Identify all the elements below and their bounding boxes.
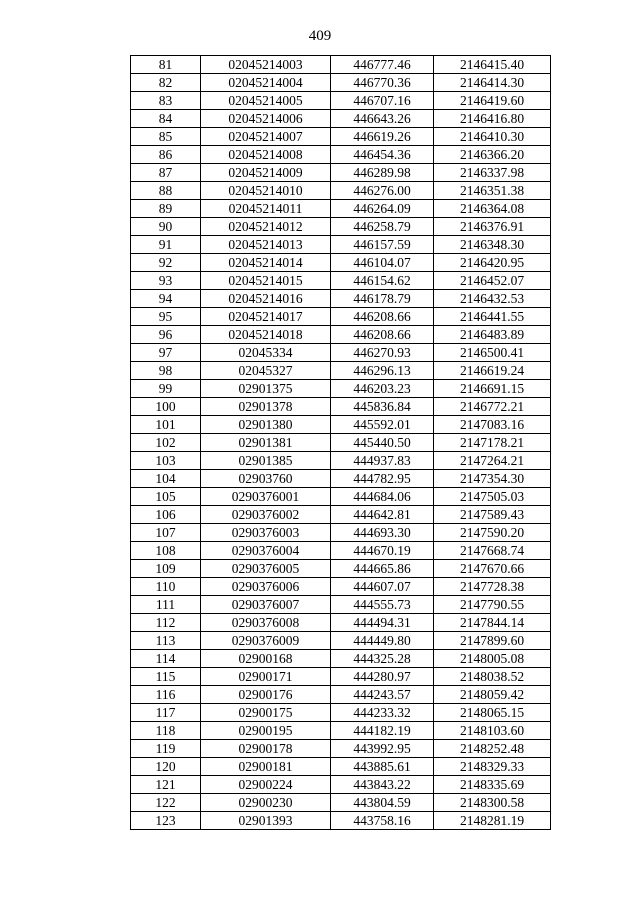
row-number: 91 xyxy=(131,236,201,254)
point-id: 0290376005 xyxy=(201,560,331,578)
table-row xyxy=(131,578,551,596)
table-row xyxy=(131,128,551,146)
x-coordinate: 446777.46 xyxy=(331,56,434,74)
row-number: 100 xyxy=(131,398,201,416)
point-id: 02045214011 xyxy=(201,200,331,218)
table-row xyxy=(131,218,551,236)
table-row xyxy=(131,362,551,380)
row-number: 108 xyxy=(131,542,201,560)
x-coordinate: 446208.66 xyxy=(331,326,434,344)
x-coordinate: 444325.28 xyxy=(331,650,434,668)
point-id: 02903760 xyxy=(201,470,331,488)
point-id: 02045214017 xyxy=(201,308,331,326)
x-coordinate: 444280.97 xyxy=(331,668,434,686)
y-coordinate: 2146348.30 xyxy=(434,236,551,254)
x-coordinate: 444670.19 xyxy=(331,542,434,560)
x-coordinate: 446643.26 xyxy=(331,110,434,128)
y-coordinate: 2147505.03 xyxy=(434,488,551,506)
row-number: 94 xyxy=(131,290,201,308)
point-id: 02901380 xyxy=(201,416,331,434)
x-coordinate: 446296.13 xyxy=(331,362,434,380)
row-number: 96 xyxy=(131,326,201,344)
row-number: 93 xyxy=(131,272,201,290)
row-number: 109 xyxy=(131,560,201,578)
table-row xyxy=(131,524,551,542)
y-coordinate: 2146416.80 xyxy=(434,110,551,128)
row-number: 121 xyxy=(131,776,201,794)
table-row xyxy=(131,794,551,812)
table-row xyxy=(131,146,551,164)
point-id: 0290376007 xyxy=(201,596,331,614)
point-id: 02901381 xyxy=(201,434,331,452)
y-coordinate: 2146337.98 xyxy=(434,164,551,182)
row-number: 104 xyxy=(131,470,201,488)
point-id: 0290376001 xyxy=(201,488,331,506)
point-id: 02901385 xyxy=(201,452,331,470)
table-row xyxy=(131,668,551,686)
x-coordinate: 444449.80 xyxy=(331,632,434,650)
point-id: 02900224 xyxy=(201,776,331,794)
table-row xyxy=(131,740,551,758)
point-id: 02045214018 xyxy=(201,326,331,344)
row-number: 115 xyxy=(131,668,201,686)
page-number: 409 xyxy=(308,28,332,44)
point-id: 02045214003 xyxy=(201,56,331,74)
point-id: 02045214004 xyxy=(201,74,331,92)
y-coordinate: 2147790.55 xyxy=(434,596,551,614)
y-coordinate: 2148005.08 xyxy=(434,650,551,668)
y-coordinate: 2146619.24 xyxy=(434,362,551,380)
y-coordinate: 2146772.21 xyxy=(434,398,551,416)
row-number: 117 xyxy=(131,704,201,722)
y-coordinate: 2146483.89 xyxy=(434,326,551,344)
table-row xyxy=(131,236,551,254)
point-id: 02901378 xyxy=(201,398,331,416)
x-coordinate: 446178.79 xyxy=(331,290,434,308)
x-coordinate: 445836.84 xyxy=(331,398,434,416)
row-number: 98 xyxy=(131,362,201,380)
point-id: 02901393 xyxy=(201,812,331,830)
x-coordinate: 446264.09 xyxy=(331,200,434,218)
row-number: 82 xyxy=(131,74,201,92)
y-coordinate: 2146366.20 xyxy=(434,146,551,164)
x-coordinate: 446770.36 xyxy=(331,74,434,92)
x-coordinate: 446270.93 xyxy=(331,344,434,362)
row-number: 101 xyxy=(131,416,201,434)
x-coordinate: 446157.59 xyxy=(331,236,434,254)
point-id: 02045214009 xyxy=(201,164,331,182)
x-coordinate: 444233.32 xyxy=(331,704,434,722)
x-coordinate: 445592.01 xyxy=(331,416,434,434)
table-row xyxy=(131,272,551,290)
row-number: 105 xyxy=(131,488,201,506)
table-row xyxy=(131,164,551,182)
row-number: 116 xyxy=(131,686,201,704)
x-coordinate: 446154.62 xyxy=(331,272,434,290)
y-coordinate: 2147083.16 xyxy=(434,416,551,434)
row-number: 97 xyxy=(131,344,201,362)
table-row xyxy=(131,758,551,776)
point-id: 02045214016 xyxy=(201,290,331,308)
table-row xyxy=(131,452,551,470)
y-coordinate: 2147590.20 xyxy=(434,524,551,542)
point-id: 02045214007 xyxy=(201,128,331,146)
x-coordinate: 445440.50 xyxy=(331,434,434,452)
point-id: 02900181 xyxy=(201,758,331,776)
row-number: 99 xyxy=(131,380,201,398)
row-number: 87 xyxy=(131,164,201,182)
row-number: 86 xyxy=(131,146,201,164)
point-id: 02045214012 xyxy=(201,218,331,236)
point-id: 02045214014 xyxy=(201,254,331,272)
x-coordinate: 446203.23 xyxy=(331,380,434,398)
row-number: 112 xyxy=(131,614,201,632)
x-coordinate: 443885.61 xyxy=(331,758,434,776)
y-coordinate: 2147844.14 xyxy=(434,614,551,632)
x-coordinate: 444494.31 xyxy=(331,614,434,632)
row-number: 114 xyxy=(131,650,201,668)
row-number: 107 xyxy=(131,524,201,542)
point-id: 02045214005 xyxy=(201,92,331,110)
point-id: 02045214015 xyxy=(201,272,331,290)
y-coordinate: 2148059.42 xyxy=(434,686,551,704)
point-id: 02901375 xyxy=(201,380,331,398)
point-id: 02900176 xyxy=(201,686,331,704)
row-number: 85 xyxy=(131,128,201,146)
row-number: 111 xyxy=(131,596,201,614)
point-id: 0290376002 xyxy=(201,506,331,524)
row-number: 120 xyxy=(131,758,201,776)
point-id: 02900168 xyxy=(201,650,331,668)
x-coordinate: 443843.22 xyxy=(331,776,434,794)
row-number: 81 xyxy=(131,56,201,74)
table-row xyxy=(131,488,551,506)
table-row xyxy=(131,326,551,344)
table-row xyxy=(131,92,551,110)
table-row xyxy=(131,290,551,308)
x-coordinate: 444684.06 xyxy=(331,488,434,506)
table-row xyxy=(131,704,551,722)
y-coordinate: 2147264.21 xyxy=(434,452,551,470)
x-coordinate: 444642.81 xyxy=(331,506,434,524)
table-row xyxy=(131,560,551,578)
y-coordinate: 2147589.43 xyxy=(434,506,551,524)
table-row xyxy=(131,812,551,830)
point-id: 0290376009 xyxy=(201,632,331,650)
table-row xyxy=(131,416,551,434)
x-coordinate: 444607.07 xyxy=(331,578,434,596)
table-row xyxy=(131,470,551,488)
y-coordinate: 2146414.30 xyxy=(434,74,551,92)
table-row xyxy=(131,632,551,650)
table-row xyxy=(131,182,551,200)
x-coordinate: 446619.26 xyxy=(331,128,434,146)
point-id: 02900175 xyxy=(201,704,331,722)
y-coordinate: 2147178.21 xyxy=(434,434,551,452)
table-row xyxy=(131,110,551,128)
y-coordinate: 2146415.40 xyxy=(434,56,551,74)
table-row xyxy=(131,776,551,794)
x-coordinate: 443758.16 xyxy=(331,812,434,830)
row-number: 122 xyxy=(131,794,201,812)
row-number: 88 xyxy=(131,182,201,200)
y-coordinate: 2146351.38 xyxy=(434,182,551,200)
table-row xyxy=(131,56,551,74)
y-coordinate: 2147668.74 xyxy=(434,542,551,560)
y-coordinate: 2146419.60 xyxy=(434,92,551,110)
x-coordinate: 444782.95 xyxy=(331,470,434,488)
x-coordinate: 446289.98 xyxy=(331,164,434,182)
table-row xyxy=(131,200,551,218)
row-number: 110 xyxy=(131,578,201,596)
row-number: 92 xyxy=(131,254,201,272)
y-coordinate: 2146420.95 xyxy=(434,254,551,272)
x-coordinate: 446104.07 xyxy=(331,254,434,272)
x-coordinate: 446208.66 xyxy=(331,308,434,326)
x-coordinate: 444693.30 xyxy=(331,524,434,542)
y-coordinate: 2148038.52 xyxy=(434,668,551,686)
point-id: 02900195 xyxy=(201,722,331,740)
x-coordinate: 446258.79 xyxy=(331,218,434,236)
point-id: 02045214010 xyxy=(201,182,331,200)
point-id: 02900178 xyxy=(201,740,331,758)
x-coordinate: 444665.86 xyxy=(331,560,434,578)
y-coordinate: 2146691.15 xyxy=(434,380,551,398)
y-coordinate: 2147899.60 xyxy=(434,632,551,650)
row-number: 84 xyxy=(131,110,201,128)
table-row xyxy=(131,686,551,704)
row-number: 102 xyxy=(131,434,201,452)
x-coordinate: 443992.95 xyxy=(331,740,434,758)
x-coordinate: 446454.36 xyxy=(331,146,434,164)
point-id: 0290376008 xyxy=(201,614,331,632)
row-number: 89 xyxy=(131,200,201,218)
table-row xyxy=(131,542,551,560)
y-coordinate: 2148335.69 xyxy=(434,776,551,794)
y-coordinate: 2148329.33 xyxy=(434,758,551,776)
y-coordinate: 2146432.53 xyxy=(434,290,551,308)
row-number: 106 xyxy=(131,506,201,524)
point-id: 0290376006 xyxy=(201,578,331,596)
x-coordinate: 444243.57 xyxy=(331,686,434,704)
table-row xyxy=(131,74,551,92)
row-number: 119 xyxy=(131,740,201,758)
table-row xyxy=(131,434,551,452)
table-row xyxy=(131,398,551,416)
table-row xyxy=(131,650,551,668)
y-coordinate: 2147354.30 xyxy=(434,470,551,488)
y-coordinate: 2146364.08 xyxy=(434,200,551,218)
y-coordinate: 2146410.30 xyxy=(434,128,551,146)
x-coordinate: 444937.83 xyxy=(331,452,434,470)
table-row xyxy=(131,614,551,632)
table-row xyxy=(131,380,551,398)
point-id: 02045327 xyxy=(201,362,331,380)
row-number: 90 xyxy=(131,218,201,236)
point-id: 02045214008 xyxy=(201,146,331,164)
x-coordinate: 444182.19 xyxy=(331,722,434,740)
point-id: 02900171 xyxy=(201,668,331,686)
y-coordinate: 2146441.55 xyxy=(434,308,551,326)
table-row xyxy=(131,344,551,362)
x-coordinate: 443804.59 xyxy=(331,794,434,812)
y-coordinate: 2148103.60 xyxy=(434,722,551,740)
table-row xyxy=(131,308,551,326)
y-coordinate: 2147670.66 xyxy=(434,560,551,578)
row-number: 103 xyxy=(131,452,201,470)
table-row xyxy=(131,596,551,614)
y-coordinate: 2147728.38 xyxy=(434,578,551,596)
point-id: 0290376004 xyxy=(201,542,331,560)
x-coordinate: 444555.73 xyxy=(331,596,434,614)
row-number: 118 xyxy=(131,722,201,740)
coordinates-table xyxy=(130,55,551,830)
point-id: 02045214006 xyxy=(201,110,331,128)
row-number: 123 xyxy=(131,812,201,830)
row-number: 95 xyxy=(131,308,201,326)
x-coordinate: 446276.00 xyxy=(331,182,434,200)
table-row xyxy=(131,254,551,272)
y-coordinate: 2148281.19 xyxy=(434,812,551,830)
table-row xyxy=(131,722,551,740)
table-row xyxy=(131,506,551,524)
x-coordinate: 446707.16 xyxy=(331,92,434,110)
y-coordinate: 2148065.15 xyxy=(434,704,551,722)
point-id: 02900230 xyxy=(201,794,331,812)
y-coordinate: 2146500.41 xyxy=(434,344,551,362)
y-coordinate: 2148300.58 xyxy=(434,794,551,812)
point-id: 02045214013 xyxy=(201,236,331,254)
row-number: 113 xyxy=(131,632,201,650)
y-coordinate: 2146376.91 xyxy=(434,218,551,236)
point-id: 02045334 xyxy=(201,344,331,362)
y-coordinate: 2148252.48 xyxy=(434,740,551,758)
point-id: 0290376003 xyxy=(201,524,331,542)
y-coordinate: 2146452.07 xyxy=(434,272,551,290)
row-number: 83 xyxy=(131,92,201,110)
table-body xyxy=(131,56,551,830)
